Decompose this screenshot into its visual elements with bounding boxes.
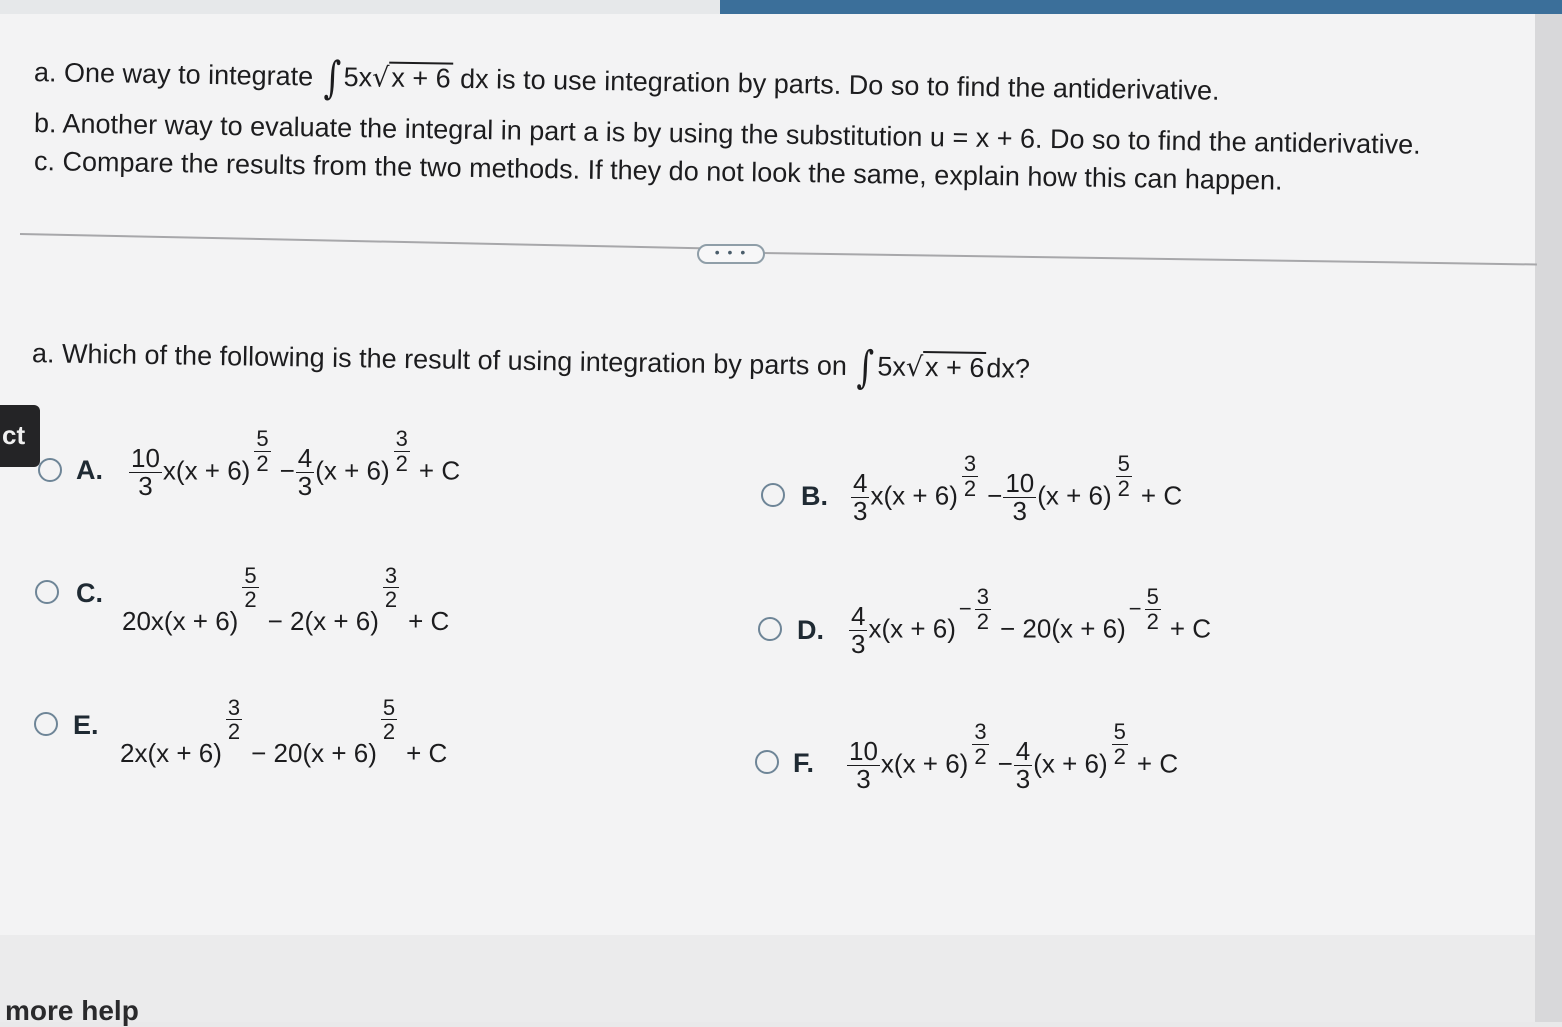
option-c-expression[interactable] (122, 563, 450, 637)
radio-option-d[interactable] (758, 617, 782, 641)
constant: + C (1136, 748, 1179, 779)
numerator: 4 (851, 601, 866, 631)
frac (847, 738, 880, 794)
numerator: 10 (1005, 468, 1035, 498)
constant: + C (1140, 480, 1183, 511)
numerator: 10 (131, 443, 160, 473)
exponent (959, 585, 992, 632)
exponent (380, 696, 398, 743)
denominator: 3 (138, 471, 153, 502)
problem-line-c: c. Compare the results from the two methods. If they do not look the same, explain how this can happen. (33, 146, 1283, 196)
term-body: x(x + 6) (880, 748, 969, 779)
problem-a-text: a. One way to integrate (33, 57, 314, 92)
exp-denominator: 2 (256, 450, 269, 476)
exp-numerator: 5 (1117, 451, 1130, 477)
integral-sign-icon: ∫ (323, 52, 342, 104)
exp-numerator: 3 (963, 451, 977, 477)
term-body: − 2(x + 6) (267, 606, 379, 637)
option-f-letter: F. (793, 748, 815, 778)
integrand-radicand: x + 6 (389, 62, 453, 95)
exp-numerator: 3 (976, 584, 989, 610)
term-body: − 20(x + 6) (251, 738, 377, 769)
problem-a-tail: dx is to use integration by parts. Do so to find the antiderivative. (459, 63, 1220, 106)
exp-denominator: 2 (963, 475, 977, 501)
term-body: − 20(x + 6) (1000, 613, 1126, 644)
question-suffix: dx? (986, 353, 1031, 384)
exponent (971, 720, 989, 767)
option-c-letter: C. (76, 578, 103, 608)
exp-denominator: 2 (244, 587, 257, 613)
numerator: 4 (853, 468, 868, 498)
term-body: (x + 6) (1033, 748, 1108, 779)
exp-denominator: 2 (395, 450, 408, 476)
radio-option-f[interactable] (755, 750, 779, 774)
option-d-expression[interactable] (848, 584, 1212, 660)
option-f-expression[interactable] (846, 719, 1179, 795)
term-body: 20x(x + 6) (122, 606, 239, 637)
radio-option-a[interactable] (38, 458, 62, 482)
numerator: 10 (849, 736, 878, 766)
frac (1003, 470, 1036, 526)
exp-denominator: 2 (974, 743, 987, 769)
exponent (382, 564, 400, 611)
option-e-letter: E. (73, 710, 99, 740)
term-body: x(x + 6) (868, 613, 956, 644)
exponent (253, 427, 271, 474)
exp-denominator: 2 (382, 719, 396, 745)
exp-numerator: 5 (382, 695, 396, 720)
exp-numerator: 3 (227, 695, 241, 720)
exp-numerator: 5 (256, 426, 269, 452)
exp-numerator: 3 (974, 719, 987, 745)
numerator: 4 (1015, 736, 1031, 766)
denominator: 3 (297, 471, 313, 502)
constant: + C (1169, 613, 1212, 644)
exp-denominator: 2 (976, 608, 989, 634)
integral-sign-icon: ∫ (856, 341, 875, 394)
exponent (241, 564, 259, 611)
denominator: 3 (856, 764, 871, 795)
exponent (961, 452, 979, 499)
integrand-coef: 5x (343, 61, 373, 93)
exponent (393, 427, 411, 474)
exp-denominator: 2 (1113, 743, 1126, 769)
exp-denominator: 2 (384, 587, 398, 613)
frac (851, 470, 869, 526)
frac (1014, 738, 1032, 794)
more-help-link[interactable]: more help (5, 995, 139, 1026)
term-body: 2x(x + 6) (120, 738, 222, 769)
top-bar-light (0, 0, 720, 14)
radical-icon: √ (905, 351, 924, 384)
numerator: 4 (297, 443, 313, 473)
exponent (225, 696, 243, 743)
option-e-expression[interactable] (120, 695, 448, 769)
operator: − (997, 748, 1013, 779)
constant: + C (418, 455, 461, 486)
exponent (1129, 585, 1162, 632)
exp-numerator: 3 (384, 563, 398, 588)
constant: + C (408, 606, 450, 637)
exponent (1115, 452, 1133, 499)
operator: − (279, 455, 295, 486)
option-b-expression[interactable] (850, 451, 1183, 527)
exp-numerator: 5 (1146, 584, 1159, 610)
exp-denominator: 2 (1146, 608, 1159, 634)
question-coef: 5x (877, 351, 907, 382)
radio-option-b[interactable] (761, 483, 785, 507)
option-b-letter: B. (801, 481, 828, 511)
exp-numerator: 3 (395, 426, 408, 452)
exp-denominator: 2 (1117, 475, 1130, 501)
term-body: (x + 6) (315, 455, 390, 486)
radical-icon: √ (371, 62, 390, 94)
frac (129, 445, 162, 501)
option-a-letter: A. (76, 455, 103, 485)
option-d-letter: D. (797, 615, 824, 645)
exp-denominator: 2 (227, 719, 241, 745)
bottom-strip (0, 935, 1535, 1022)
operator: − (987, 480, 1003, 511)
frac (849, 603, 867, 659)
radio-option-e[interactable] (34, 712, 58, 736)
side-tab[interactable]: ct (0, 405, 40, 467)
exp-numerator: 5 (244, 563, 257, 588)
exp-sign: − (958, 596, 972, 621)
term-body: x(x + 6) (162, 455, 251, 486)
term-body: x(x + 6) (870, 480, 958, 511)
question-radicand: x + 6 (923, 351, 987, 384)
exp-numerator: 5 (1113, 719, 1126, 745)
denominator: 3 (1012, 496, 1028, 527)
denominator: 3 (851, 629, 866, 660)
screen-edge (1535, 14, 1562, 1022)
denominator: 3 (1015, 764, 1031, 795)
exp-sign: − (1128, 596, 1142, 621)
constant: + C (406, 738, 448, 769)
term-body: (x + 6) (1037, 480, 1112, 511)
radio-option-c[interactable] (35, 580, 59, 604)
option-a-expression[interactable] (128, 426, 461, 502)
problem-line-b: b. Another way to evaluate the integral in part a is by using the substitution u = x + 6. Do so to find the antiderivative. (33, 108, 1421, 160)
denominator: 3 (853, 496, 868, 527)
question-prefix: a. Which of the following is the result of using integration by parts on (31, 338, 848, 381)
expand-more-button[interactable]: • • • (697, 244, 765, 264)
exponent (1111, 720, 1129, 767)
frac (296, 445, 314, 501)
